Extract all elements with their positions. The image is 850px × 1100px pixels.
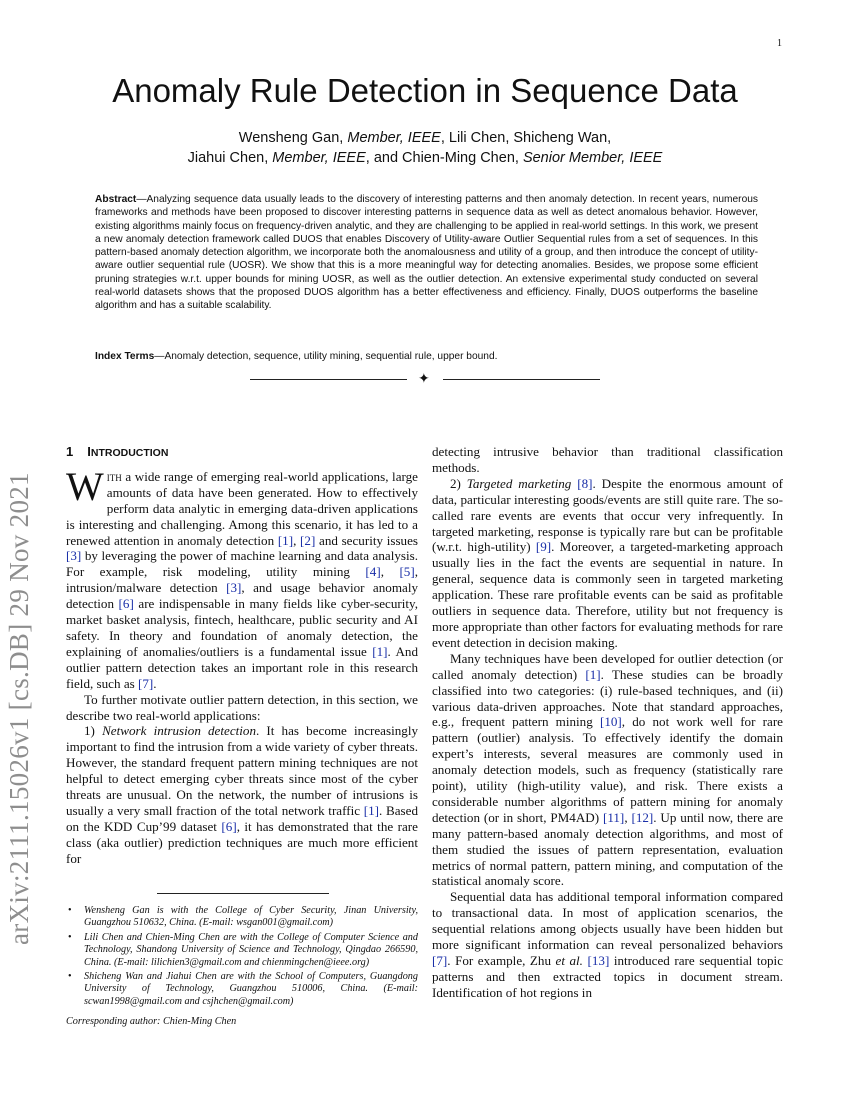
body-text: . Based on the KDD Cup’99 dataset <box>66 802 418 834</box>
citation-link[interactable]: [11] <box>602 809 625 825</box>
citation-link[interactable]: [1] <box>363 802 380 818</box>
arxiv-identifier-stamp: arXiv:2111.15026v1 [cs.DB] 29 Nov 2021 <box>4 472 34 945</box>
intro-paragraph-3 <box>66 723 418 866</box>
section-divider <box>250 370 600 390</box>
body-text: are indispensable in many fields like cyber-security, market basket analysis, fintech, healthcare, public security and AI safety. In theory and foundation of anomaly detection, the explaining of anomalies/outliers is a fundamental issue <box>66 596 419 659</box>
body-text: . Despite the enormous amount of data, particular interesting goods/events are still quite rare. The so-called rare events are events that occur very infrequently. In targeted marketing, response is typically rare but can be profitable (w.r.t. high-utility) <box>432 475 783 555</box>
abstract <box>95 193 758 313</box>
left-column <box>66 444 418 867</box>
intro-paragraph-1 <box>66 463 419 692</box>
citation-link[interactable]: [7] <box>138 675 154 691</box>
emphasis-text: et al. <box>555 953 583 968</box>
citation-link[interactable]: [1] <box>372 643 388 659</box>
body-text: . <box>153 675 157 691</box>
page-number: 1 <box>777 38 782 49</box>
footnote-item: • Shicheng Wan and Jiahui Chen are with the School of Computers, Guangdong University of Technology, Guangzhou 510006, China. (E-mail: scwan1998@gmail.com and csjhchen@gmail.com) <box>84 971 418 1008</box>
body-paragraph <box>432 651 783 890</box>
body-text: , <box>380 564 400 580</box>
footnote-item: • Wensheng Gan is with the College of Cyber Security, Jinan University, Guangzhou 510632, China. (E-mail: wsgan001@gmail.com) <box>84 905 418 930</box>
right-column <box>432 444 783 1001</box>
body-paragraph <box>432 476 783 651</box>
author-affiliation-title: Member, IEEE <box>347 130 441 146</box>
body-text: , <box>624 809 632 825</box>
footnote-rule <box>157 893 329 894</box>
citation-link[interactable]: [7] <box>432 953 448 968</box>
body-text: . For example, Zhu <box>447 953 556 968</box>
body-text: . It has become increasingly important to find the intrusion from a wide variety of cyber threats. However, the standard frequent pattern mining techniques are not helpful to detect emerging cyber threats since most of the cyber threats are unusual. On the network, the number of intrusions is usually a very small fraction of the total network traffic <box>66 723 418 818</box>
author-text: Wensheng Gan, <box>238 130 348 146</box>
citation-link[interactable]: [12] <box>631 809 654 825</box>
author-affiliation-title: Senior Member, IEEE <box>522 150 663 166</box>
paper-title: Anomaly Rule Detection in Sequence Data <box>112 72 738 109</box>
body-text: a wide range of emerging real-world applications, large amounts of data have been generated. How to effectively perform data analytic in emerging data-driven applications is interesting and challenging. Among this scenario, it has led to a renewed attention in anomaly detection <box>66 468 418 548</box>
body-text: , and usage behavior anomaly detection <box>66 580 419 612</box>
section-title-rest: NTRODUCTION <box>90 447 169 459</box>
abstract-text: —Analyzing sequence data usually leads to the discovery of interesting patterns and then anomaly detection. In recent years, numerous frameworks and methods have been proposed to discover interesting patterns in sequence data as well as detect anomalous behavior. However, existing algorithms mainly focus on frequency-driven analytic, and they are challenging to be applied in real-world settings. In this work, we present a new anomaly detection framework called DUOS that enables Discovery of Utility-aware Outlier Sequential rules from a set of sequences. In this pattern-based anomaly detection algorithm, we incorporate both the anomalousness and utility of a group, and then introduce the concept of utility-aware outlier sequential rule (UOSR). We show that this is a more meaningful way for detecting anomalies. Besides, we propose some efficient pruning strategies w.r.t. upper bounds for mining UOSR, as well as the outlier detection. An extensive experimental study conducted on several real-world datasets shows that the proposed DUOS algorithm has a better effectiveness and efficiency. Finally, DUOS outperforms the baseline algorithm and has a suitable scalability. <box>95 194 758 312</box>
intro-paragraph-2: To further motivate outlier pattern detection, in this section, we describe two real-world applications: <box>66 691 418 723</box>
citation-link[interactable]: [4] <box>365 564 381 580</box>
citation-link[interactable]: [1] <box>277 532 294 548</box>
author-list <box>0 128 850 168</box>
abstract-label: Abstract <box>95 194 137 205</box>
section-number: 1 <box>66 444 74 459</box>
body-text: , intrusion/malware detection <box>66 564 418 596</box>
body-text: . And outlier pattern detection takes an important role in this research field, such as <box>66 643 419 691</box>
body-text: Sequential data has additional temporal information compared to transactional data. In most of application scenarios, the sequential relations among objects usually have been hidden but more significant information can reveal personalized behaviors <box>432 889 783 953</box>
divider-rule-left <box>250 379 407 380</box>
divider-rule-right <box>443 379 600 380</box>
body-text: , do not work well for rare pattern (outlier) analysis. To effectively identify the domain expert’s interests, several measures are commonly used in anomaly detection models, such as frequency (statistically rare point), utility (high-utility value), and risk. There exists a considerable number algorithms of pattern mining for anomaly detection (or in short, PM4AD) <box>432 714 783 825</box>
body-text: . Up until now, there are many pattern-based anomaly detection algorithms, and most of them studied the issues of pattern representation, evaluation metrics of normal pattern, pattern mining, and computation of the statistical anomaly score. <box>432 809 784 889</box>
emphasis-text: Targeted marketing <box>466 475 572 491</box>
body-text: , it has demonstrated that the rare class (aka outlier) prediction techniques are much more efficient for <box>66 818 418 866</box>
footnote-item: • Lili Chen and Chien-Ming Chen are with the College of Computer Science and Technology, Shandong University of Science and Technology, Qingdao 266590, China. (E-mail: lilichien3@gmail.com and chienmingchen@ieee.org) <box>84 932 418 969</box>
emphasis-text: Network intrusion detection <box>102 723 256 739</box>
citation-link[interactable]: [1] <box>585 666 601 682</box>
section-heading <box>66 444 418 462</box>
body-text: and security issues <box>315 532 418 548</box>
corresponding-author: Corresponding author: Chien-Ming Chen <box>66 1016 237 1028</box>
citation-link[interactable]: [3] <box>226 580 242 596</box>
body-paragraph <box>432 889 783 1000</box>
citation-link[interactable]: [10] <box>599 714 622 730</box>
drop-cap: W <box>66 463 104 509</box>
smallcaps-text: ith <box>106 468 122 484</box>
index-terms-text: —Anomaly detection, sequence, utility mining, sequential rule, upper bound. <box>154 351 498 362</box>
body-text: . Moreover, a targeted-marketing approach usually lies in the fact the events are sequential in nature. In general, sequence data is commonly seen in targeted marketing application. These rare profitable events can be said as profitable outliers in sequence data. Therefore, utility but not frequency is more appropriate than other factors for evaluating methods for rare event detection in decision making. <box>432 539 783 650</box>
divider-diamond-icon: ✦ <box>418 372 430 387</box>
author-line-2 <box>0 148 850 168</box>
citation-link[interactable]: [6] <box>221 818 237 834</box>
citation-link[interactable]: [5] <box>399 564 415 580</box>
author-affiliation-title: Member, IEEE <box>272 150 366 166</box>
footnotes <box>66 905 418 1029</box>
body-text: by leveraging the power of machine learning and data analysis. For example, risk modeling, utility mining <box>66 548 418 580</box>
body-text: , <box>293 532 301 548</box>
author-text: , Lili Chen, Shicheng Wan, <box>440 130 612 146</box>
citation-link[interactable]: [8] <box>577 475 593 491</box>
affiliation-footnote-list <box>66 905 418 1008</box>
author-text: Jiahui Chen, <box>187 150 273 166</box>
index-terms-label: Index Terms <box>95 351 155 362</box>
list-number: 2) <box>450 475 467 491</box>
body-text: introduced rare sequential topic patterns and then extracted topics in document stream. Identification of hot regions in <box>432 953 784 1000</box>
citation-link[interactable]: [3] <box>66 548 82 564</box>
citation-link[interactable]: [13] <box>587 953 610 968</box>
body-text: Many techniques have been developed for outlier detection (or called anomaly detection) <box>432 650 783 682</box>
section-title-initial: I <box>87 444 91 459</box>
citation-link[interactable]: [9] <box>535 539 552 555</box>
citation-link[interactable]: [6] <box>118 596 134 612</box>
list-number: 1) <box>84 723 103 739</box>
author-line-1 <box>0 128 850 148</box>
body-paragraph-continued: detecting intrusive behavior than traditional classification methods. <box>432 444 783 475</box>
body-text: . These studies can be broadly classified into two categories: (i) rule-based techniques, and (ii) various data-driven approaches. Note that standard approaches, e.g., frequent pattern mining <box>432 666 783 730</box>
index-terms <box>95 351 758 362</box>
author-text: , and Chien-Ming Chen, <box>365 150 523 166</box>
citation-link[interactable]: [2] <box>300 532 316 548</box>
